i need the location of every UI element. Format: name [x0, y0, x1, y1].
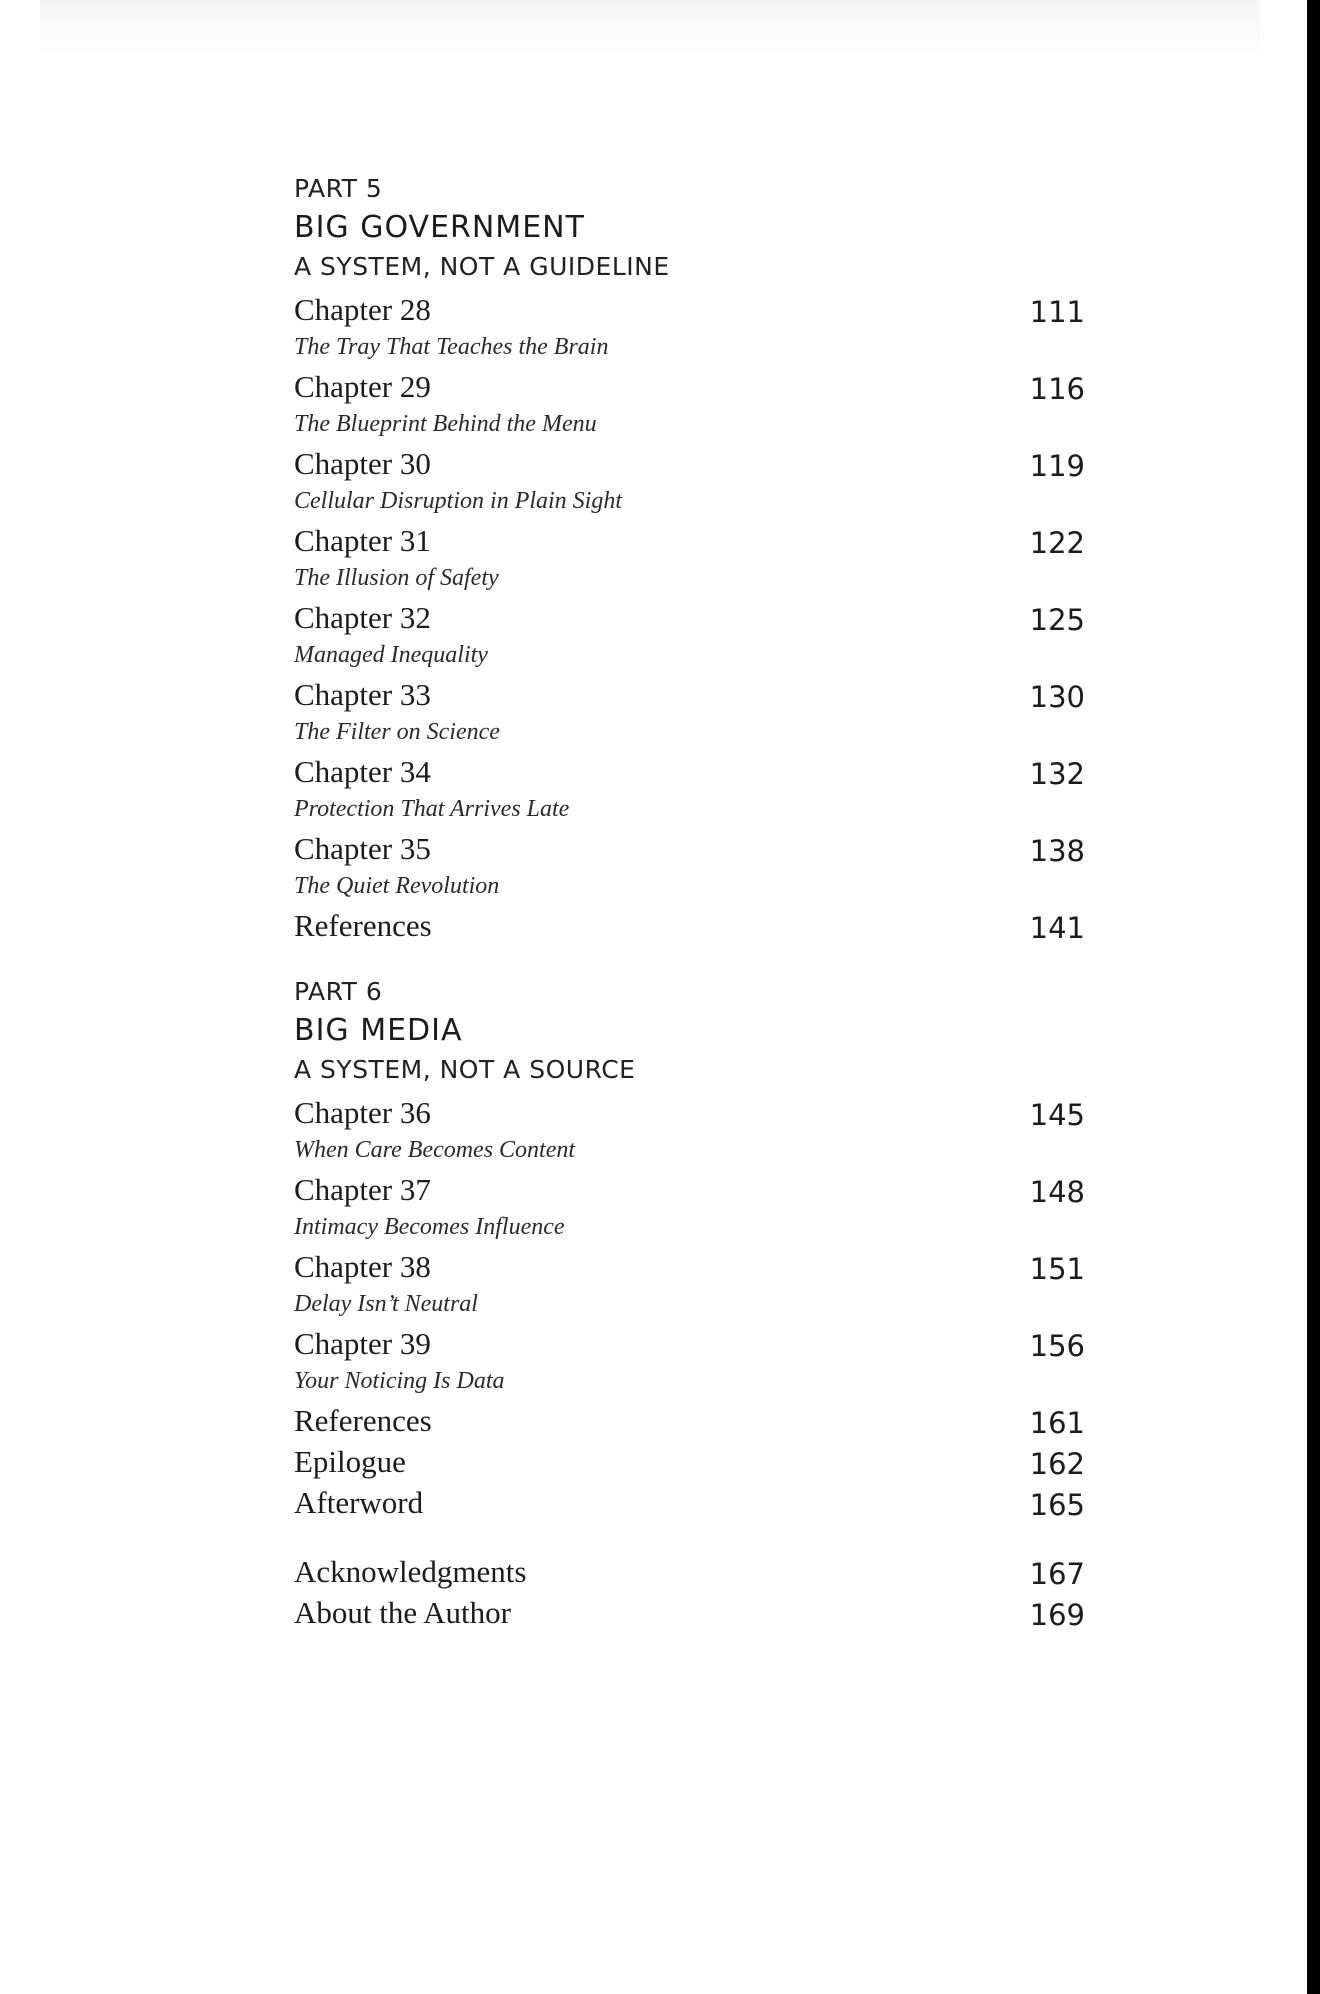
page-number: 132 — [1029, 757, 1085, 791]
page-top-shadow — [40, 0, 1260, 60]
toc-entry-references-part-5[interactable] — [294, 906, 1085, 947]
toc-entry-chapter-39[interactable] — [294, 1324, 1085, 1401]
chapter-subtitle: Delay Isn’t Neutral — [294, 1291, 478, 1317]
chapter-subtitle: Managed Inequality — [294, 642, 488, 668]
entry-title: About the Author — [294, 1595, 511, 1630]
page-number: 116 — [1029, 372, 1085, 406]
page-number: 156 — [1029, 1329, 1085, 1363]
chapter-title: Chapter 28 — [294, 292, 431, 327]
toc-entry-chapter-36[interactable] — [294, 1093, 1085, 1170]
chapter-title: Chapter 37 — [294, 1172, 431, 1207]
toc-entry-epilogue[interactable] — [294, 1442, 1085, 1483]
chapter-subtitle: Cellular Disruption in Plain Sight — [294, 488, 623, 514]
chapter-title: Chapter 36 — [294, 1095, 431, 1130]
part-subtitle: A SYSTEM, NOT A GUIDELINE — [294, 252, 670, 281]
chapter-title: Chapter 38 — [294, 1249, 431, 1284]
chapter-subtitle: The Filter on Science — [294, 719, 500, 745]
toc-entry-chapter-38[interactable] — [294, 1247, 1085, 1324]
page-number: 130 — [1029, 680, 1085, 714]
chapter-subtitle: The Illusion of Safety — [294, 565, 499, 591]
part-title: BIG MEDIA — [294, 1013, 463, 1048]
page-number: 169 — [1029, 1598, 1085, 1632]
page-number: 111 — [1029, 295, 1085, 329]
chapter-subtitle: The Tray That Teaches the Brain — [294, 334, 609, 360]
page-number: 167 — [1029, 1557, 1085, 1591]
section-spacer — [294, 947, 1085, 973]
chapter-subtitle: Your Noticing Is Data — [294, 1368, 505, 1394]
toc-entry-acknowledgments[interactable] — [294, 1552, 1085, 1593]
chapter-title: Chapter 35 — [294, 831, 431, 866]
part-5-section — [294, 170, 1085, 947]
chapter-title: Chapter 29 — [294, 369, 431, 404]
part-label: PART 5 — [294, 174, 383, 203]
chapter-subtitle: Protection That Arrives Late — [294, 796, 570, 822]
page-number: 148 — [1029, 1175, 1085, 1209]
chapter-title: Chapter 34 — [294, 754, 431, 789]
page-number: 119 — [1029, 449, 1085, 483]
toc-entry-chapter-34[interactable] — [294, 752, 1085, 829]
chapter-subtitle: The Blueprint Behind the Menu — [294, 411, 597, 437]
part-6-section — [294, 973, 1085, 1524]
chapter-title: Chapter 32 — [294, 600, 431, 635]
page-number: 161 — [1029, 1406, 1085, 1440]
page-number: 138 — [1029, 834, 1085, 868]
toc-entry-chapter-28[interactable] — [294, 290, 1085, 367]
entry-title: References — [294, 1403, 432, 1438]
page-number: 165 — [1029, 1488, 1085, 1522]
toc-entry-chapter-37[interactable] — [294, 1170, 1085, 1247]
toc-entry-afterword[interactable] — [294, 1483, 1085, 1524]
chapter-title: Chapter 31 — [294, 523, 431, 558]
entry-title: Afterword — [294, 1485, 424, 1520]
chapter-subtitle: When Care Becomes Content — [294, 1137, 576, 1163]
chapter-title: Chapter 39 — [294, 1326, 431, 1361]
page-number: 141 — [1029, 911, 1085, 945]
entry-title: References — [294, 908, 432, 943]
section-spacer — [294, 1524, 1085, 1552]
page-number: 125 — [1029, 603, 1085, 637]
toc-entry-chapter-32[interactable] — [294, 598, 1085, 675]
toc-entry-about-the-author[interactable] — [294, 1593, 1085, 1634]
toc-entry-chapter-31[interactable] — [294, 521, 1085, 598]
entry-title: Acknowledgments — [294, 1554, 527, 1589]
toc-entry-chapter-29[interactable] — [294, 367, 1085, 444]
toc-entry-chapter-35[interactable] — [294, 829, 1085, 906]
entry-title: Epilogue — [294, 1444, 406, 1479]
chapter-subtitle: Intimacy Becomes Influence — [294, 1214, 565, 1240]
back-matter-section — [294, 1552, 1085, 1634]
toc-entry-chapter-33[interactable] — [294, 675, 1085, 752]
page-number: 122 — [1029, 526, 1085, 560]
toc-entry-references-part-6[interactable] — [294, 1401, 1085, 1442]
part-subtitle: A SYSTEM, NOT A SOURCE — [294, 1055, 636, 1084]
page-number: 145 — [1029, 1098, 1085, 1132]
chapter-subtitle: The Quiet Revolution — [294, 873, 500, 899]
part-title: BIG GOVERNMENT — [294, 210, 585, 245]
table-of-contents — [294, 170, 1085, 1634]
chapter-title: Chapter 30 — [294, 446, 431, 481]
chapter-title: Chapter 33 — [294, 677, 431, 712]
page-number: 162 — [1029, 1447, 1085, 1481]
page-number: 151 — [1029, 1252, 1085, 1286]
toc-entry-chapter-30[interactable] — [294, 444, 1085, 521]
part-label: PART 6 — [294, 977, 383, 1006]
